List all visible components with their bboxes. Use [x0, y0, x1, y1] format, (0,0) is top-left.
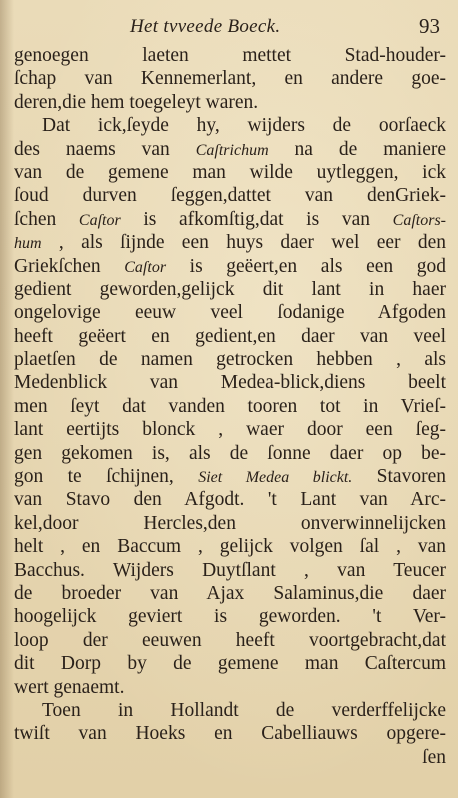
page-gutter-shadow [0, 0, 14, 798]
text-segment: ſchen [14, 208, 79, 230]
text-segment: deren,die hem toegeleyt waren. [14, 91, 259, 113]
text-segment: genoegen laeten mettet Stad-houder- [14, 45, 446, 66]
text-segment: heeft geëert en gedient,en daer van veel [14, 325, 446, 347]
text-line [14, 67, 446, 90]
text-line [14, 395, 446, 418]
text-line [14, 582, 446, 605]
text-line [14, 465, 446, 488]
italic-term: Caſtor [124, 258, 167, 276]
text-line [14, 488, 446, 511]
text-segment: Toen in Hollandt de verderffelijcke [42, 699, 446, 721]
italic-term: Caſtor [78, 211, 121, 229]
text-segment: ſoud durven ſeggen,dattet van denGriek- [14, 185, 446, 207]
text-segment: de broeder van Ajax Salaminus,die daer [14, 582, 446, 604]
text-line [14, 371, 446, 394]
text-segment: gon te ſchijnen, [14, 466, 199, 488]
text-segment: is afkomſtig,dat is van [120, 208, 393, 230]
text-line [14, 418, 446, 441]
text-segment: na de maniere [268, 138, 446, 160]
text-line [14, 91, 446, 114]
text-segment: gedient geworden,gelijck dit lant in haer [14, 278, 446, 300]
text-line [14, 535, 446, 558]
text-segment: van de gemene man wilde uytleggen, ick [14, 161, 446, 183]
text-line [14, 746, 446, 769]
text-segment: van Stavo den Afgodt. 't Lant van Arc- [14, 489, 446, 511]
text-segment: ſen [422, 746, 446, 768]
text-segment: kel,door Hercles,den onverwinnelijcken [14, 512, 446, 534]
page-number: 93 [419, 14, 440, 38]
text-segment: lant eertijts blonck , waer door een ſeg- [14, 419, 446, 441]
text-segment: dit Dorp by de gemene man Caſtercum [14, 653, 446, 675]
text-line [14, 605, 446, 628]
body-text [14, 44, 446, 769]
italic-term: Caſtors- [392, 211, 446, 229]
text-line [14, 348, 446, 371]
text-segment: , als ſijnde een huys daer wel eer den [41, 232, 446, 254]
text-segment: helt , en Baccum , gelijck volgen ſal , van [14, 536, 446, 558]
text-segment: gen gekomen is, als de ſonne daer op be- [14, 442, 446, 464]
text-line [14, 325, 446, 348]
text-line [14, 255, 446, 278]
text-segment: is geëert,en als een god [166, 255, 446, 277]
text-segment: hoogelijck geviert is geworden. 't Ver- [14, 606, 446, 628]
text-segment: men ſeyt dat vanden tooren tot in Vrieſ- [14, 395, 446, 417]
text-line [14, 652, 446, 675]
text-line [14, 301, 446, 324]
text-line [14, 722, 446, 745]
italic-term: hum [14, 235, 42, 253]
text-segment: Dat ick,ſeyde hy, wijders de oorſaeck [42, 115, 446, 137]
text-line [14, 114, 446, 137]
text-line [14, 699, 446, 722]
italic-term: Siet Medea blickt. [198, 469, 353, 487]
text-line [14, 559, 446, 582]
text-line [14, 208, 446, 231]
text-line [14, 161, 446, 184]
text-line [14, 629, 446, 652]
text-segment: Medenblick van Medea-blick,diens beelt [14, 372, 446, 394]
text-line [14, 138, 446, 161]
text-segment: Bacchus. Wijders Duytſlant , van Teucer [14, 559, 446, 581]
text-segment: Stavoren [352, 466, 446, 488]
text-line [14, 184, 446, 207]
running-title: Het tvveede Boeck. [130, 16, 281, 37]
text-segment: twiſt van Hoeks en Cabelliauws opgere- [14, 723, 446, 745]
text-segment: des naems van [14, 138, 196, 160]
text-line [14, 512, 446, 535]
text-line [14, 676, 446, 699]
text-line [14, 442, 446, 465]
text-line [14, 231, 446, 254]
page-header [0, 6, 458, 46]
text-segment: plaetſen de namen getrocken hebben , als [14, 349, 446, 371]
text-line [14, 278, 446, 301]
text-segment: ſchap van Kennemerlant, en andere goe- [14, 68, 446, 90]
text-segment: loop der eeuwen heeft voortgebracht,dat [14, 629, 446, 651]
italic-term: Caſtrichum [195, 141, 269, 159]
text-segment: wert genaemt. [14, 676, 125, 698]
text-segment: Griekſchen [14, 255, 125, 277]
text-line [14, 44, 446, 67]
text-segment: ongelovige eeuw veel ſodanige Afgoden [14, 302, 446, 324]
